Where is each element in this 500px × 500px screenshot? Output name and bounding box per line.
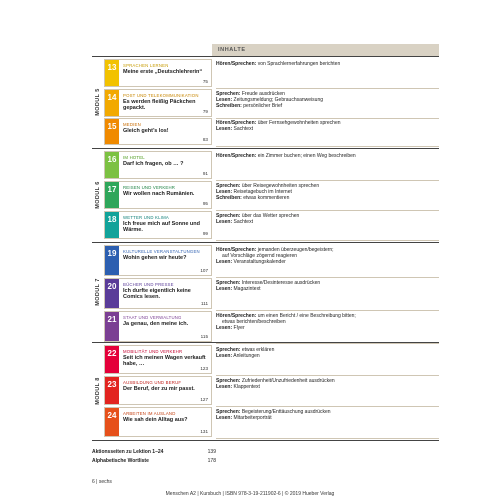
skill-line	[216, 219, 438, 225]
skill-label: Sprechen:	[216, 91, 241, 97]
skill-text: Sachtext	[233, 126, 253, 132]
skill-text: etwas kommentieren	[243, 195, 290, 201]
lesson-card	[104, 89, 212, 117]
skill-label: Hören/Sprechen:	[216, 153, 257, 159]
lesson-page-number: 131	[200, 429, 208, 434]
lesson-number: 17	[105, 182, 119, 208]
module-8-bottom-rule	[92, 440, 439, 441]
lesson-number: 15	[105, 119, 119, 144]
lesson-card	[104, 345, 212, 374]
lesson-row-18[interactable]	[104, 211, 439, 239]
appendix-link-label: Aktionsseiten zu Lektion 1–24	[92, 449, 164, 455]
lesson-row-14[interactable]	[104, 89, 439, 117]
skill-text: jemanden überzeugen/begeistern;	[257, 247, 334, 253]
lesson-card	[104, 245, 212, 276]
publication-info: Menschen A2 | Kursbuch | ISBN 978-3-19-211902-6 | © 2019 Hueber Verlag	[165, 491, 335, 497]
lesson-number: 18	[105, 212, 119, 238]
appendix-link-page: 139	[207, 449, 216, 455]
lesson-category: MOBILITÄT UND VERKEHR	[123, 349, 183, 354]
skill-label: Lesen:	[216, 384, 233, 390]
lesson-title: Der Beruf, der zu mir passt.	[123, 386, 195, 392]
lesson-row-24[interactable]	[104, 407, 439, 437]
skill-line	[216, 195, 438, 201]
lesson-page-number: 115	[200, 334, 208, 339]
lesson-page-number: 83	[202, 137, 208, 142]
lesson-skills	[216, 313, 438, 331]
skill-label: Sprechen:	[216, 409, 241, 415]
lesson-page-number: 79	[202, 109, 208, 114]
lesson-category: WETTER UND KLIMA	[123, 215, 169, 220]
lesson-skills	[216, 378, 438, 390]
lesson-skills	[216, 153, 438, 159]
skill-label: Lesen:	[216, 97, 233, 103]
lesson-skills	[216, 61, 438, 67]
lesson-skills	[216, 183, 438, 201]
lesson-number: 16	[105, 152, 119, 178]
lesson-category: ARBEITEN IM AUSLAND	[123, 411, 176, 416]
lesson-title: Wir wollen nach Rumänien.	[123, 191, 195, 197]
skill-label: Lesen:	[216, 286, 233, 292]
lesson-title: Gleich geht’s los!	[123, 128, 169, 134]
skill-text: über Fernsehgewohnheiten sprechen	[257, 120, 341, 126]
lesson-category: REISEN UND VERKEHR	[123, 185, 176, 190]
lesson-title: Es werden fleißig Päckchen gepackt.	[123, 99, 196, 112]
appendix-link-wortliste[interactable]	[92, 457, 216, 466]
skill-label: Lesen:	[216, 325, 233, 331]
skill-text: von Sprachlernerfahrungen berichten	[257, 61, 341, 67]
skill-label: Lesen:	[216, 219, 233, 225]
lesson-page-number: 99	[202, 231, 208, 236]
row-divider	[216, 343, 439, 344]
module-5-label: MODUL 5	[95, 88, 101, 116]
lesson-row-21[interactable]	[104, 311, 439, 342]
skill-label: Hören/Sprechen:	[216, 61, 257, 67]
lesson-skills	[216, 120, 438, 132]
lesson-category: KULTURELLE VERANSTALTUNGEN	[123, 249, 200, 254]
lesson-skills	[216, 409, 438, 421]
skill-label: Lesen:	[216, 259, 233, 265]
skill-text: etwas erklären	[241, 347, 275, 353]
lesson-card	[104, 59, 212, 87]
lesson-title: Wohin gehen wir heute?	[123, 255, 187, 261]
skill-text: Zeitungsmeldung; Gebrauchsanweisung	[233, 97, 324, 103]
lesson-row-16[interactable]	[104, 151, 439, 179]
skill-line	[216, 286, 438, 292]
skill-label: Schreiben:	[216, 195, 242, 201]
appendix-links	[92, 448, 216, 466]
skill-label: Lesen:	[216, 126, 233, 132]
page-number: 6 | sechs	[92, 479, 112, 485]
skill-label: Sprechen:	[216, 378, 241, 384]
row-divider	[216, 146, 439, 147]
lesson-row-15[interactable]	[104, 118, 439, 145]
skill-label: Sprechen:	[216, 183, 241, 189]
skill-text: Flyer	[233, 325, 245, 331]
skill-text: Magazintext	[233, 286, 261, 292]
skill-line	[216, 126, 438, 132]
skill-text: auf Vorschläge zögernd reagieren	[222, 253, 298, 259]
module-7-top-rule	[92, 242, 439, 243]
lesson-title: Wie sah dein Alltag aus?	[123, 417, 188, 423]
lesson-row-19[interactable]	[104, 245, 439, 276]
lesson-skills	[216, 347, 438, 359]
lesson-card	[104, 211, 212, 239]
skill-line	[216, 153, 438, 159]
lesson-title: Ich freue mich auf Sonne und Wärme.	[123, 221, 201, 234]
appendix-link-page: 178	[207, 458, 216, 464]
skill-label: Lesen:	[216, 415, 233, 421]
skill-label: Lesen:	[216, 353, 233, 359]
skill-label: Hören/Sprechen:	[216, 313, 257, 319]
skill-label: Schreiben:	[216, 103, 242, 109]
skill-text: Mitarbeiterporträt	[233, 415, 272, 421]
skill-text: Interesse/Desinteresse ausdrücken	[241, 280, 321, 286]
skill-text: Zufriedenheit/Unzufriedenheit ausdrücken	[241, 378, 335, 384]
lesson-title: Ja genau, den meine ich.	[123, 321, 189, 327]
module-5-top-rule	[92, 56, 439, 57]
skill-label: Sprechen:	[216, 280, 241, 286]
skill-text: Reisetagebuch im Internet	[233, 189, 292, 195]
lesson-number: 23	[105, 377, 119, 404]
row-divider	[216, 438, 439, 439]
lesson-category: MEDIEN	[123, 122, 141, 127]
module-8-label: MODUL 8	[95, 377, 101, 405]
lesson-page-number: 111	[201, 301, 208, 306]
lesson-page-number: 127	[200, 397, 208, 402]
lesson-category: SPRACHEN LERNEN	[123, 63, 169, 68]
row-divider	[216, 240, 439, 241]
skill-text: ein Zimmer buchen; einen Weg beschreiben	[257, 153, 356, 159]
lesson-number: 14	[105, 90, 119, 116]
lesson-card	[104, 151, 212, 179]
lesson-card	[104, 376, 212, 405]
lesson-title: Darf ich fragen, ob … ?	[123, 161, 184, 167]
lesson-skills	[216, 247, 438, 265]
lesson-number: 19	[105, 246, 119, 275]
lesson-title: Seit ich meinen Wagen verkauft habe, …	[123, 355, 206, 368]
lesson-card	[104, 181, 212, 209]
lesson-number: 13	[105, 60, 119, 86]
lesson-card	[104, 278, 212, 309]
appendix-link-label: Alphabetische Wortliste	[92, 458, 149, 464]
skill-text: um einen Bericht / eine Beschreibung bitten;	[257, 313, 356, 319]
skill-text: über das Wetter sprechen	[241, 213, 300, 219]
lesson-page-number: 91	[202, 171, 208, 176]
lesson-page-number: 75	[202, 79, 208, 84]
skill-text: persönlicher Brief	[243, 103, 283, 109]
skill-text: etwas berichten/beschreiben	[222, 319, 286, 325]
skill-text: Anleitungen	[233, 353, 260, 359]
lesson-row-13[interactable]	[104, 59, 439, 87]
lesson-number: 22	[105, 346, 119, 373]
lesson-number: 24	[105, 408, 119, 436]
lesson-card	[104, 407, 212, 437]
skill-label: Sprechen:	[216, 213, 241, 219]
skill-line	[216, 325, 438, 331]
lesson-card	[104, 311, 212, 342]
lesson-card	[104, 118, 212, 145]
skill-line	[216, 415, 438, 421]
skill-text: Freude ausdrücken	[241, 91, 285, 97]
lesson-category: AUSBILDUNG UND BERUF	[123, 380, 182, 385]
lesson-category: IM HOTEL	[123, 155, 145, 160]
lesson-number: 21	[105, 312, 119, 341]
skill-label: Lesen:	[216, 189, 233, 195]
skill-line	[216, 353, 438, 359]
lesson-skills	[216, 213, 438, 225]
lesson-row-17[interactable]	[104, 181, 439, 209]
skill-label: Hören/Sprechen:	[216, 247, 257, 253]
lesson-row-20[interactable]	[104, 278, 439, 309]
lesson-page-number: 107	[200, 268, 208, 273]
skill-text: Klappentext	[233, 384, 260, 390]
lesson-skills	[216, 91, 438, 109]
lesson-title: Meine erste „Deutschlehrerin“	[123, 69, 203, 75]
skill-text: über Reisegewohnheiten sprechen	[241, 183, 320, 189]
module-6-top-rule	[92, 148, 439, 149]
module-6-label: MODUL 6	[95, 181, 101, 209]
contents-header: INHALTE	[212, 44, 439, 56]
skill-text: Sachtext	[233, 219, 253, 225]
skill-line	[216, 384, 438, 390]
lesson-category: BÜCHER UND PRESSE	[123, 282, 174, 287]
lesson-category: STAAT UND VERWALTUNG	[123, 315, 182, 320]
lesson-category: POST UND TELEKOMMUNIKATION	[123, 93, 199, 98]
skill-text: Veranstaltungskalender	[233, 259, 286, 265]
lesson-page-number: 123	[200, 366, 208, 371]
module-7-label: MODUL 7	[95, 278, 101, 306]
lesson-row-22[interactable]	[104, 345, 439, 374]
lesson-title: Ich durfte eigentlich keine Comics lesen.	[123, 288, 191, 301]
skill-line	[216, 103, 438, 109]
skill-label: Hören/Sprechen:	[216, 120, 257, 126]
appendix-link-aktionsseiten[interactable]	[92, 448, 216, 457]
skill-label: Sprechen:	[216, 347, 241, 353]
lesson-row-23[interactable]	[104, 376, 439, 405]
lesson-skills	[216, 280, 438, 292]
lesson-number: 20	[105, 279, 119, 308]
skill-line	[216, 259, 438, 265]
lesson-page-number: 95	[202, 201, 208, 206]
skill-line	[216, 61, 438, 67]
skill-text: Begeisterung/Enttäuschung ausdrücken	[241, 409, 331, 415]
